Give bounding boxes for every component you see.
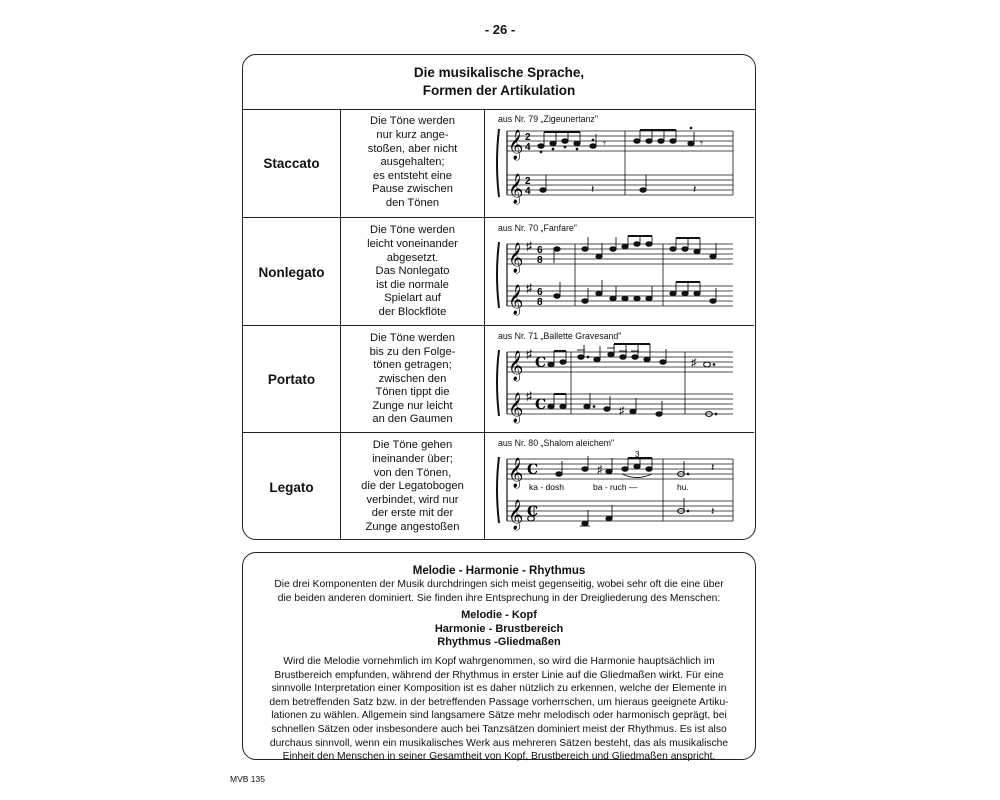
text-line: Brustbereich empfunden, während der Rhythmus in erster Linie auf die Gliedmaßen wirkt. Für eine — [274, 669, 724, 681]
desc-line: ineinander über; — [372, 453, 453, 466]
title-line-2: Formen der Artikulation — [422, 83, 576, 98]
svg-text:♯: ♯ — [597, 464, 603, 476]
desc-line: die der Legatobogen — [361, 480, 464, 493]
desc-line: tönen getragen; — [373, 359, 452, 372]
svg-text:𝄽: 𝄽 — [711, 505, 715, 518]
time-signature-bottom: 8 — [537, 297, 543, 308]
treble-clef-icon: 𝄞 — [508, 130, 524, 160]
time-signature-top: 6 — [537, 287, 543, 298]
term-cell: Portato — [243, 326, 341, 433]
desc-line: Pause zwischen — [372, 183, 453, 196]
time-signature-bottom: 4 — [525, 186, 531, 197]
music-cell — [485, 326, 754, 433]
list-item: Rhythmus -Gliedmaßen — [437, 636, 561, 649]
text-line: sinnvolle Interpretation einer Komposition ist es daher nützlich zu erkennen, welche der Elemente in — [271, 683, 727, 695]
desc-line: zwischen den — [378, 372, 447, 385]
music-notation — [495, 125, 747, 213]
desc-line: Das Nonlegato — [375, 265, 450, 278]
lyric: ba - ruch — — [593, 482, 638, 492]
desc-line: nur kurz ange- — [376, 129, 449, 142]
time-signature-bottom: 4 — [525, 142, 531, 153]
music-cell — [485, 218, 754, 326]
desc-line: von den Tönen, — [373, 466, 452, 479]
box-title: Melodie - Harmonie - Rhythmus — [412, 565, 586, 577]
sharp-icon: ♯ — [526, 239, 532, 253]
desc-line: ausgehalten; — [380, 156, 445, 169]
common-time-icon: C — [527, 462, 539, 478]
intro-paragraph — [253, 578, 745, 605]
text-line: lationen zu wählen. Allgemein sind langsamere Sätze mehr melodisch oder harmonisch geprägt, bei — [271, 710, 727, 722]
desc-line: der erste mit der — [371, 507, 454, 520]
treble-clef-icon: 𝄞 — [508, 351, 524, 381]
treble-clef-icon: 𝄞 — [508, 500, 524, 530]
desc-line: es entsteht eine — [373, 169, 452, 182]
lyric: hu. — [677, 482, 689, 492]
source-label: aus Nr. 79 „Zigeunertanz" — [498, 114, 598, 124]
treble-clef-icon: 𝄞 — [508, 174, 524, 204]
description-cell — [341, 218, 485, 326]
svg-text:𝄽: 𝄽 — [711, 461, 715, 474]
sharp-icon: ♯ — [526, 389, 532, 403]
list-item: Melodie - Kopf — [461, 609, 537, 622]
source-label: aus Nr. 70 „Fanfare" — [498, 223, 577, 233]
row-nonlegato — [243, 217, 754, 326]
music-notation — [495, 234, 747, 322]
music-cell — [485, 433, 754, 540]
time-signature-top: 2 — [525, 132, 531, 143]
portato-notes — [548, 344, 717, 417]
articulation-box-title — [243, 55, 755, 110]
treble-clef-icon: 𝄞 — [508, 243, 524, 273]
title-line-1: Die musikalische Sprache, — [413, 65, 585, 80]
description-cell — [341, 326, 485, 433]
svg-text:𝄽: 𝄽 — [591, 183, 595, 196]
text-line: Die drei Komponenten der Musik durchdringen sich meist gegenseitig, wobei sehr oft die eine über — [274, 579, 724, 590]
desc-line: Tönen tippt die — [375, 386, 450, 399]
term-cell: Legato — [243, 433, 341, 540]
text-line: die beiden anderen dominiert. Sie finden ihre Entsprechung in der Dreigliederung des Menschen: — [277, 592, 721, 604]
list-item: Harmonie - Brustbereich — [434, 622, 564, 635]
desc-line: Die Töne werden — [370, 331, 455, 344]
desc-line: Die Töne werden — [370, 115, 455, 128]
triplet-mark: 3 — [635, 450, 640, 459]
text-line: Einheit den Menschen in seiner Gesamtheit von Kopf, Brustbereich und Gliedmaßen anspricht. — [282, 751, 716, 763]
page-number: - 26 - — [484, 22, 516, 37]
term-cell: Nonlegato — [243, 218, 341, 326]
sharp-icon: ♯ — [526, 347, 532, 361]
articulation-box — [242, 54, 756, 540]
text-line: dem betreffenden Satz bzw. in der betreffenden Passage vorherrschen, um hieraus geeignete Artiku- — [269, 696, 729, 708]
desc-line: bis zu den Folge- — [369, 345, 456, 358]
svg-text:♯: ♯ — [691, 357, 697, 369]
time-signature-bottom: 8 — [537, 255, 543, 266]
common-time-icon: C — [535, 355, 547, 371]
music-notation — [495, 342, 747, 430]
music-cell — [485, 109, 754, 217]
svg-text:𝄾: 𝄾 — [603, 137, 606, 150]
description-cell — [341, 109, 485, 217]
desc-line: Zunge nur leicht — [372, 399, 453, 412]
source-label: aus Nr. 80 „Shalom aleichem" — [498, 438, 615, 448]
svg-text:𝄾: 𝄾 — [700, 137, 703, 150]
row-staccato — [243, 109, 754, 217]
music-notation — [495, 449, 747, 537]
desc-line: Die Töne werden — [370, 224, 455, 237]
common-time-icon: C — [535, 397, 547, 413]
desc-line: verbindet, wird nur — [366, 493, 459, 506]
svg-text:♯: ♯ — [619, 405, 625, 417]
desc-line: den Tönen — [385, 196, 440, 209]
lyric: ka - dosh — [529, 482, 564, 492]
desc-line: der Blockflöte — [378, 305, 447, 318]
sharp-icon: ♯ — [526, 281, 532, 295]
desc-line: an den Gaumen — [372, 413, 453, 426]
component-list — [243, 609, 755, 650]
desc-line: stoßen, aber nicht — [367, 142, 458, 155]
common-time-icon: C — [527, 504, 539, 520]
text-line: schnellen Sätzen oder insbesondere auch bei Tanzsätzen dominiert meist der Rhythmus. Es ist also — [271, 723, 727, 735]
text-line: durchaus sinnvoll, wenn ein musikalisches Werk aus mehreren Sätzen besteht, das als musikalische — [269, 737, 729, 749]
footer-code: MVB 135 — [230, 774, 265, 784]
staccato-notes — [538, 127, 694, 192]
text-line: Wird die Melodie vornehmlich im Kopf wahrgenommen, so wird die Harmonie hauptsächlich im — [283, 655, 715, 667]
row-portato — [243, 325, 754, 433]
desc-line: abgesetzt. — [386, 251, 439, 264]
treble-clef-icon: 𝄞 — [508, 285, 524, 315]
nonlegato-notes — [554, 236, 716, 303]
time-signature-top: 2 — [525, 176, 531, 187]
desc-line: Die Töne gehen — [372, 439, 453, 452]
description-cell — [341, 433, 485, 540]
desc-line: Spielart auf — [384, 292, 441, 305]
treble-clef-icon: 𝄞 — [508, 458, 524, 488]
row-legato — [243, 432, 754, 540]
desc-line: Zunge angestoßen — [365, 520, 460, 533]
melody-harmony-rhythm-box — [242, 552, 756, 763]
body-paragraph — [253, 655, 745, 764]
term-cell: Staccato — [243, 109, 341, 217]
desc-line: leicht voneinander — [367, 238, 458, 251]
time-signature-top: 6 — [537, 245, 543, 256]
desc-line: ist die normale — [376, 278, 449, 291]
treble-clef-icon: 𝄞 — [508, 393, 524, 423]
svg-text:𝄽: 𝄽 — [693, 183, 697, 196]
source-label: aus Nr. 71 „Ballette Gravesand" — [498, 331, 622, 341]
